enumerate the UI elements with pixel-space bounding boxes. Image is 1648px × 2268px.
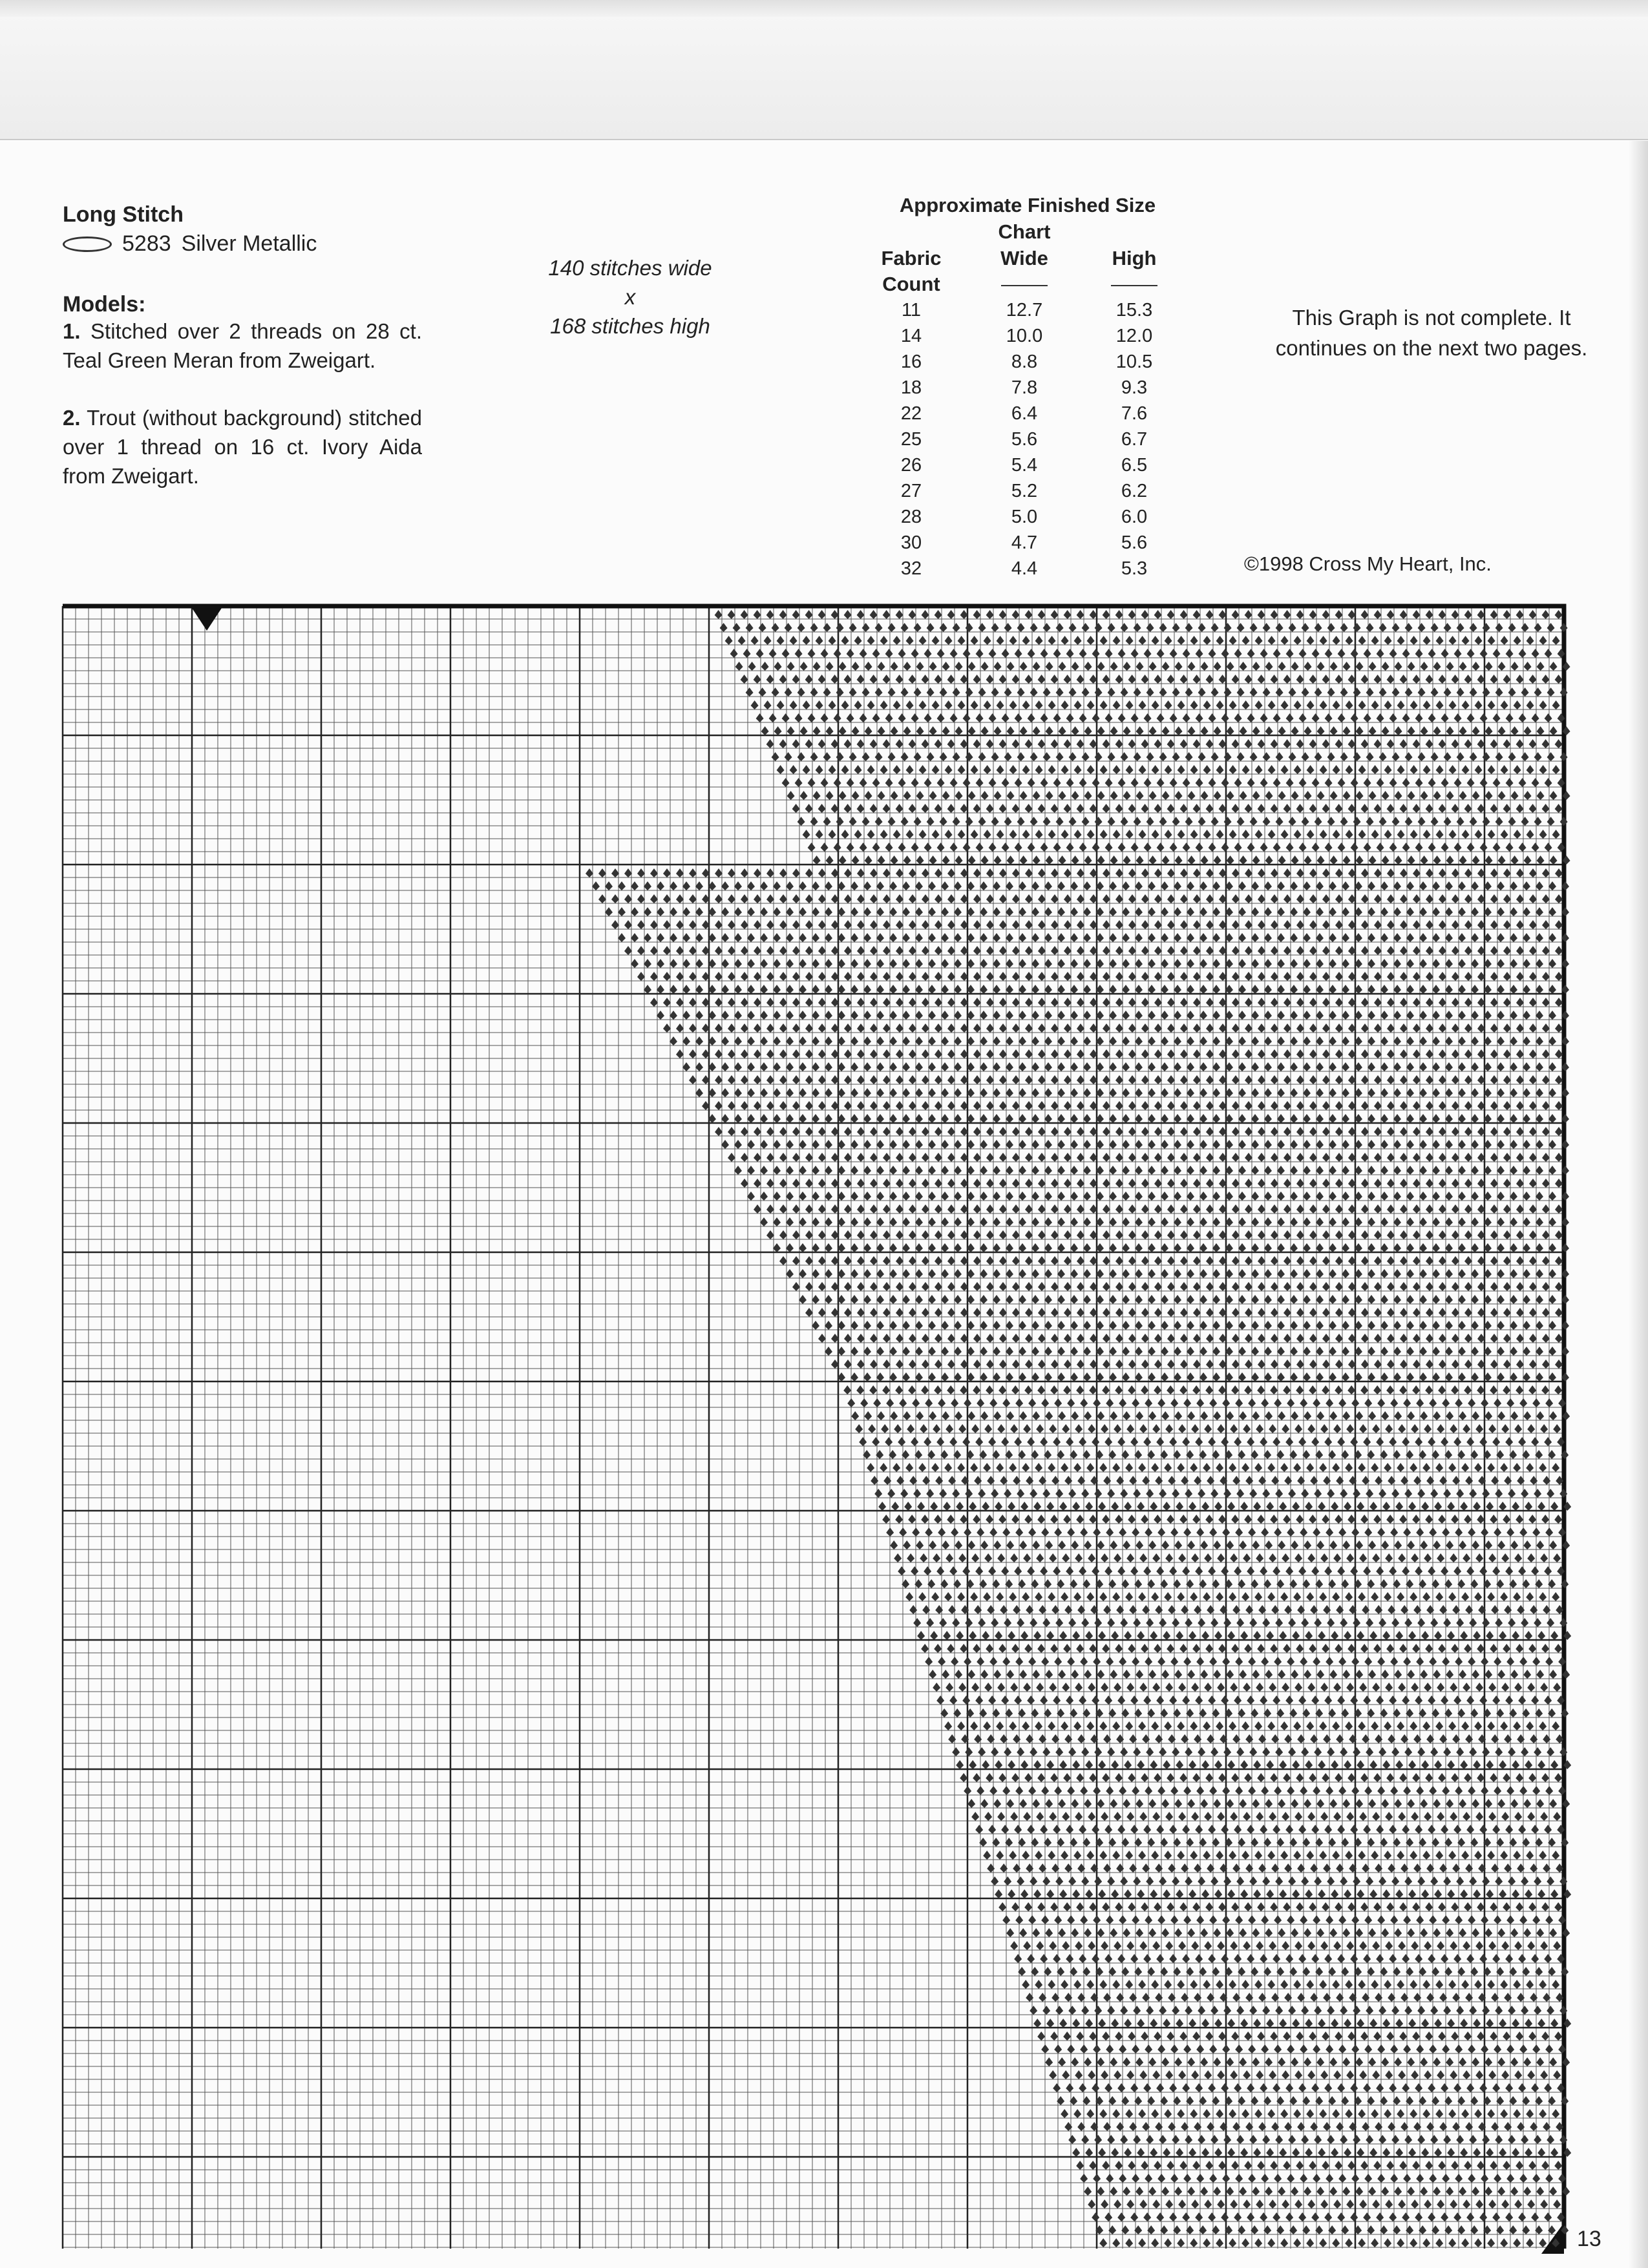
high-cell: 9.3 xyxy=(1121,377,1148,398)
fabric-count-cell: 27 xyxy=(900,481,922,501)
high-cell: 6.7 xyxy=(1121,429,1148,450)
wide-cell: 5.6 xyxy=(1011,429,1038,450)
wide-cell: 8.8 xyxy=(1011,352,1038,372)
stitches-high: 168 stitches high xyxy=(550,314,710,338)
floss-number: 5283 xyxy=(122,231,171,256)
stitches-wide: 140 stitches wide xyxy=(548,256,712,280)
copyright: ©1998 Cross My Heart, Inc. xyxy=(1244,552,1492,575)
high-cell: 7.6 xyxy=(1121,403,1148,424)
model-number: 2. xyxy=(63,406,81,430)
fabric-count-cell: 16 xyxy=(900,352,922,372)
fabric-count-cell: 14 xyxy=(900,326,922,346)
header-fabric: Fabric xyxy=(881,247,942,269)
wide-cell: 6.4 xyxy=(1011,403,1038,424)
high-cell: 6.5 xyxy=(1121,455,1148,476)
wide-cell: 5.4 xyxy=(1011,455,1038,476)
high-cell: 12.0 xyxy=(1115,326,1153,346)
model-number: 1. xyxy=(63,319,81,343)
wide-cell: 5.0 xyxy=(1011,507,1038,527)
header-wide: Wide xyxy=(1000,247,1048,269)
wide-cell: 7.8 xyxy=(1011,377,1038,398)
fabric-count-cell: 18 xyxy=(900,377,922,398)
size-table-chart-label: Chart xyxy=(998,220,1051,243)
fabric-count-cell: 11 xyxy=(901,300,922,320)
floss-name: Silver Metallic xyxy=(181,231,317,256)
fabric-count-cell: 30 xyxy=(900,532,922,553)
wide-cell: 12.7 xyxy=(1006,300,1043,320)
incomplete-graph-note: This Graph is not complete. It continues on the next two pages. xyxy=(1275,306,1588,360)
wide-cell: 4.4 xyxy=(1011,558,1038,579)
high-cell: 6.0 xyxy=(1121,507,1148,527)
high-cell: 5.6 xyxy=(1121,532,1148,553)
page-number: 13 xyxy=(1577,2227,1601,2251)
wide-cell: 4.7 xyxy=(1011,532,1038,553)
wide-cell: 5.2 xyxy=(1011,481,1038,501)
model-text: Trout (without background) stitched over 1 thread on 16 ct. Ivory Aida from Zweigart. xyxy=(63,406,423,488)
fabric-count-cell: 28 xyxy=(900,507,922,527)
header-high: High xyxy=(1112,247,1157,269)
long-stitch-title: Long Stitch xyxy=(63,202,184,227)
high-cell: 10.5 xyxy=(1115,352,1153,372)
high-cell: 5.3 xyxy=(1121,558,1148,579)
dimension-x: x xyxy=(624,285,636,309)
high-cell: 15.3 xyxy=(1115,300,1153,320)
models-title: Models: xyxy=(63,292,146,317)
fabric-count-cell: 22 xyxy=(900,403,922,424)
model-text: Stitched over 2 threads on 28 ct. Teal Green Meran from Zweigart. xyxy=(63,319,422,372)
table-rule-row: Count xyxy=(860,271,1183,297)
fabric-count-cell: 32 xyxy=(900,558,922,579)
wide-cell: 10.0 xyxy=(1006,326,1043,346)
size-table-title: Approximate Finished Size xyxy=(899,194,1156,216)
fabric-count-cell: 25 xyxy=(900,429,922,450)
fabric-count-cell: 26 xyxy=(900,455,922,476)
high-cell: 6.2 xyxy=(1121,481,1148,501)
